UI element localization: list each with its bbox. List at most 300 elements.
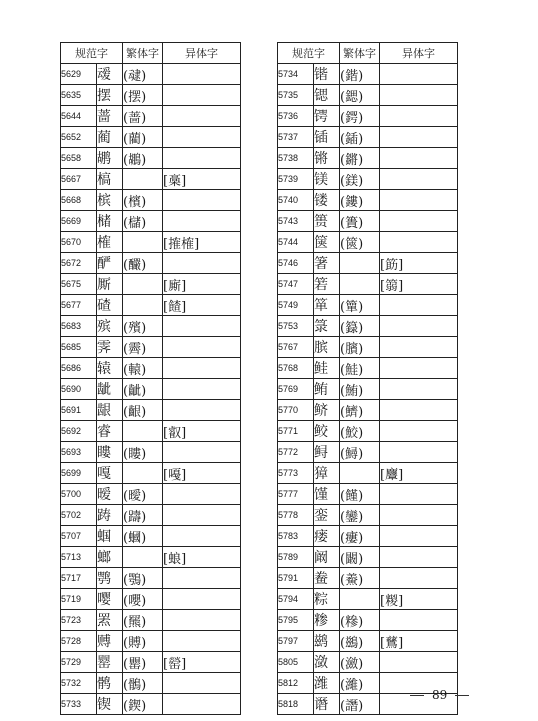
standard-char: 篑 xyxy=(314,211,340,232)
entry-number: 5795 xyxy=(278,610,314,631)
table-row xyxy=(61,400,241,421)
table-row xyxy=(61,652,241,673)
header-standard: 规范字 xyxy=(278,43,340,64)
traditional-char: (鶘) xyxy=(123,148,163,169)
standard-char: 箸 xyxy=(314,253,340,274)
traditional-char xyxy=(340,253,380,274)
table-row xyxy=(278,169,458,190)
standard-char: 嘎 xyxy=(97,463,123,484)
variant-char: [嘠] xyxy=(163,463,241,484)
traditional-char: (鏤) xyxy=(340,190,380,211)
entry-number: 5675 xyxy=(61,274,97,295)
traditional-char: (糝) xyxy=(340,610,380,631)
traditional-char: (蟈) xyxy=(123,526,163,547)
entry-number: 5658 xyxy=(61,148,97,169)
entry-number: 5768 xyxy=(278,358,314,379)
standard-char: 獐 xyxy=(314,463,340,484)
footer-dash-left xyxy=(410,695,424,696)
standard-char: 榷 xyxy=(97,232,123,253)
variant-char xyxy=(163,694,241,715)
entry-number: 5740 xyxy=(278,190,314,211)
variant-char: [篛] xyxy=(380,274,458,295)
variant-char: [糉] xyxy=(380,589,458,610)
standard-char: 酽 xyxy=(97,253,123,274)
standard-char: 蔷 xyxy=(97,106,123,127)
traditional-char: (鱭) xyxy=(340,400,380,421)
traditional-char: (簣) xyxy=(340,211,380,232)
table-row xyxy=(278,148,458,169)
standard-char: 龈 xyxy=(97,400,123,421)
entry-number: 5723 xyxy=(61,610,97,631)
entry-number: 5789 xyxy=(278,547,314,568)
standard-char: 嘤 xyxy=(97,589,123,610)
variant-char xyxy=(163,316,241,337)
traditional-char: (鷀) xyxy=(340,631,380,652)
page-number: 89 xyxy=(432,688,448,702)
table-row xyxy=(61,589,241,610)
table-row xyxy=(61,694,241,715)
traditional-char: (臏) xyxy=(340,337,380,358)
table-row xyxy=(278,274,458,295)
traditional-char xyxy=(340,463,380,484)
variant-char xyxy=(380,547,458,568)
variant-char xyxy=(380,316,458,337)
variant-char xyxy=(380,442,458,463)
variant-char xyxy=(380,169,458,190)
traditional-char: (蔷) xyxy=(123,106,163,127)
standard-char: 箬 xyxy=(314,274,340,295)
table-row xyxy=(278,211,458,232)
table-row xyxy=(278,316,458,337)
entry-number: 5783 xyxy=(278,526,314,547)
entry-number: 5805 xyxy=(278,652,314,673)
traditional-char: (瀲) xyxy=(340,652,380,673)
standard-char: 粽 xyxy=(314,589,340,610)
standard-char: 鲞 xyxy=(314,568,340,589)
table-row xyxy=(61,442,241,463)
traditional-char: (叇) xyxy=(123,64,163,85)
traditional-char xyxy=(340,589,380,610)
entry-number: 5732 xyxy=(61,673,97,694)
table-row xyxy=(61,358,241,379)
table-row xyxy=(278,421,458,442)
left-table-body xyxy=(61,64,241,715)
variant-char: [槀] xyxy=(163,169,241,190)
standard-char: 糁 xyxy=(314,610,340,631)
entry-number: 5777 xyxy=(278,484,314,505)
entry-number: 5635 xyxy=(61,85,97,106)
traditional-char: (鍤) xyxy=(340,127,380,148)
variant-char xyxy=(163,673,241,694)
table-row xyxy=(278,463,458,484)
standard-char: 瘘 xyxy=(314,526,340,547)
standard-char: 蝈 xyxy=(97,526,123,547)
entry-number: 5667 xyxy=(61,169,97,190)
entry-number: 5629 xyxy=(61,64,97,85)
traditional-char: (鮫) xyxy=(340,421,380,442)
entry-number: 5685 xyxy=(61,337,97,358)
right-character-table xyxy=(277,42,458,715)
variant-char xyxy=(380,652,458,673)
standard-char: 锵 xyxy=(314,148,340,169)
standard-char: 锸 xyxy=(314,127,340,148)
header-standard: 规范字 xyxy=(61,43,123,64)
traditional-char xyxy=(123,463,163,484)
variant-char xyxy=(380,421,458,442)
entry-number: 5683 xyxy=(61,316,97,337)
variant-char: [麞] xyxy=(380,463,458,484)
traditional-char xyxy=(123,295,163,316)
variant-char xyxy=(380,568,458,589)
table-row xyxy=(61,568,241,589)
standard-char: 瞜 xyxy=(97,442,123,463)
left-character-table xyxy=(60,42,241,715)
standard-char: 銮 xyxy=(314,505,340,526)
variant-char xyxy=(380,64,458,85)
variant-char xyxy=(380,526,458,547)
entry-number: 5772 xyxy=(278,442,314,463)
traditional-char xyxy=(123,169,163,190)
variant-char xyxy=(380,232,458,253)
table-row xyxy=(61,169,241,190)
traditional-char: (簞) xyxy=(340,295,380,316)
variant-char xyxy=(380,400,458,421)
table-row xyxy=(61,211,241,232)
variant-char xyxy=(163,127,241,148)
traditional-char: (檳) xyxy=(123,190,163,211)
standard-char: 螂 xyxy=(97,547,123,568)
variant-char xyxy=(163,610,241,631)
variant-char: [搉榷] xyxy=(163,232,241,253)
traditional-char: (罌) xyxy=(123,652,163,673)
table-row xyxy=(61,505,241,526)
standard-char: 槠 xyxy=(97,211,123,232)
variant-char: [蜋] xyxy=(163,547,241,568)
standard-char: 锷 xyxy=(314,106,340,127)
traditional-char: (霽) xyxy=(123,337,163,358)
table-header-row xyxy=(61,43,241,64)
traditional-char: (鍶) xyxy=(340,85,380,106)
standard-char: 霁 xyxy=(97,337,123,358)
variant-char xyxy=(163,85,241,106)
variant-char: [筯] xyxy=(380,253,458,274)
traditional-char: (櫧) xyxy=(123,211,163,232)
table-row xyxy=(61,547,241,568)
table-row xyxy=(278,358,458,379)
traditional-char xyxy=(340,274,380,295)
variant-char xyxy=(163,106,241,127)
entry-number: 5735 xyxy=(278,85,314,106)
table-header-row xyxy=(278,43,458,64)
traditional-char: (鶻) xyxy=(123,673,163,694)
entry-number: 5738 xyxy=(278,148,314,169)
table-row xyxy=(61,85,241,106)
table-row xyxy=(278,85,458,106)
table-row xyxy=(61,631,241,652)
standard-char: 箓 xyxy=(314,316,340,337)
traditional-char: (轅) xyxy=(123,358,163,379)
variant-char xyxy=(380,106,458,127)
standard-char: 锶 xyxy=(314,85,340,106)
traditional-char: (饉) xyxy=(340,484,380,505)
table-row xyxy=(61,463,241,484)
traditional-char xyxy=(123,547,163,568)
table-row xyxy=(278,337,458,358)
entry-number: 5734 xyxy=(278,64,314,85)
standard-char: 辕 xyxy=(97,358,123,379)
traditional-char: (躊) xyxy=(123,505,163,526)
standard-char: 箧 xyxy=(314,232,340,253)
traditional-char: (籙) xyxy=(340,316,380,337)
variant-char xyxy=(380,211,458,232)
table-row xyxy=(61,232,241,253)
traditional-char xyxy=(123,232,163,253)
traditional-char: (譖) xyxy=(340,694,380,715)
variant-char xyxy=(380,610,458,631)
table-row xyxy=(278,106,458,127)
standard-char: 暧 xyxy=(97,484,123,505)
entry-number: 5719 xyxy=(61,589,97,610)
table-row xyxy=(61,274,241,295)
traditional-char: (鮪) xyxy=(340,379,380,400)
traditional-char: (鍥) xyxy=(123,694,163,715)
table-row xyxy=(278,631,458,652)
entry-number: 5677 xyxy=(61,295,97,316)
variant-char xyxy=(380,85,458,106)
variant-char xyxy=(380,337,458,358)
variant-char: [鶿] xyxy=(380,631,458,652)
standard-char: 镁 xyxy=(314,169,340,190)
traditional-char xyxy=(123,421,163,442)
table-row xyxy=(278,400,458,421)
entry-number: 5778 xyxy=(278,505,314,526)
standard-char: 蔺 xyxy=(97,127,123,148)
entry-number: 5702 xyxy=(61,505,97,526)
entry-number: 5771 xyxy=(278,421,314,442)
variant-char xyxy=(163,64,241,85)
traditional-char: (鶚) xyxy=(123,568,163,589)
standard-char: 锴 xyxy=(314,64,340,85)
standard-char: 睿 xyxy=(97,421,123,442)
variant-char: [罃] xyxy=(163,652,241,673)
standard-char: 阚 xyxy=(314,547,340,568)
standard-char: 鲑 xyxy=(314,358,340,379)
header-traditional: 繁体字 xyxy=(340,43,380,64)
standard-char: 槁 xyxy=(97,169,123,190)
table-row xyxy=(61,421,241,442)
entry-number: 5728 xyxy=(61,631,97,652)
standard-char: 鲚 xyxy=(314,400,340,421)
entry-number: 5652 xyxy=(61,127,97,148)
traditional-char: (藺) xyxy=(123,127,163,148)
standard-char: 罂 xyxy=(97,652,123,673)
entry-number: 5818 xyxy=(278,694,314,715)
table-row xyxy=(61,295,241,316)
traditional-char: (曖) xyxy=(123,484,163,505)
traditional-char: (篋) xyxy=(340,232,380,253)
entry-number: 5644 xyxy=(61,106,97,127)
variant-char: [餷] xyxy=(163,295,241,316)
traditional-char: (瘻) xyxy=(340,526,380,547)
variant-char xyxy=(163,148,241,169)
variant-char xyxy=(163,253,241,274)
table-row xyxy=(61,526,241,547)
table-row xyxy=(278,190,458,211)
variant-char xyxy=(380,505,458,526)
entry-number: 5690 xyxy=(61,379,97,400)
entry-number: 5791 xyxy=(278,568,314,589)
standard-char: 鹚 xyxy=(314,631,340,652)
variant-char: [廝] xyxy=(163,274,241,295)
traditional-char: (齦) xyxy=(123,400,163,421)
standard-char: 谮 xyxy=(314,694,340,715)
variant-char xyxy=(380,190,458,211)
table-row xyxy=(278,232,458,253)
variant-char: [叡] xyxy=(163,421,241,442)
variant-char xyxy=(163,379,241,400)
standard-char: 厮 xyxy=(97,274,123,295)
standard-char: 叆 xyxy=(97,64,123,85)
entry-number: 5707 xyxy=(61,526,97,547)
traditional-char: (釅) xyxy=(123,253,163,274)
table-row xyxy=(278,484,458,505)
entry-number: 5747 xyxy=(278,274,314,295)
variant-char xyxy=(163,631,241,652)
standard-char: 鲛 xyxy=(314,421,340,442)
entry-number: 5812 xyxy=(278,673,314,694)
standard-char: 潍 xyxy=(314,673,340,694)
table-row xyxy=(61,316,241,337)
traditional-char: (鍔) xyxy=(340,106,380,127)
entry-number: 5753 xyxy=(278,316,314,337)
table-row xyxy=(61,64,241,85)
table-row xyxy=(278,547,458,568)
standard-char: 潋 xyxy=(314,652,340,673)
table-row xyxy=(61,190,241,211)
variant-char xyxy=(380,295,458,316)
standard-char: 镂 xyxy=(314,190,340,211)
variant-char xyxy=(163,337,241,358)
entry-number: 5773 xyxy=(278,463,314,484)
page-footer xyxy=(402,688,477,702)
entry-number: 5668 xyxy=(61,190,97,211)
variant-char xyxy=(380,358,458,379)
entry-number: 5670 xyxy=(61,232,97,253)
header-traditional: 繁体字 xyxy=(123,43,163,64)
variant-char xyxy=(163,358,241,379)
variant-char xyxy=(163,505,241,526)
traditional-char: (濰) xyxy=(340,673,380,694)
traditional-char: (鑾) xyxy=(340,505,380,526)
variant-char xyxy=(163,400,241,421)
traditional-char: (瞜) xyxy=(123,442,163,463)
entry-number: 5713 xyxy=(61,547,97,568)
standard-char: 龇 xyxy=(97,379,123,400)
entry-number: 5743 xyxy=(278,211,314,232)
table-row xyxy=(278,526,458,547)
variant-char xyxy=(380,127,458,148)
traditional-char: (鎂) xyxy=(340,169,380,190)
entry-number: 5797 xyxy=(278,631,314,652)
table-row xyxy=(61,106,241,127)
traditional-char: (鱘) xyxy=(340,442,380,463)
header-variant: 异体字 xyxy=(380,43,458,64)
entry-number: 5672 xyxy=(61,253,97,274)
entry-number: 5737 xyxy=(278,127,314,148)
standard-char: 锲 xyxy=(97,694,123,715)
traditional-char: (嚶) xyxy=(123,589,163,610)
entry-number: 5699 xyxy=(61,463,97,484)
table-row xyxy=(61,337,241,358)
standard-char: 赙 xyxy=(97,631,123,652)
standard-char: 馑 xyxy=(314,484,340,505)
standard-char: 碴 xyxy=(97,295,123,316)
entry-number: 5739 xyxy=(278,169,314,190)
table-row xyxy=(278,568,458,589)
table-row xyxy=(278,505,458,526)
entry-number: 5692 xyxy=(61,421,97,442)
traditional-char: (鍇) xyxy=(340,64,380,85)
entry-number: 5691 xyxy=(61,400,97,421)
standard-char: 鹗 xyxy=(97,568,123,589)
standard-char: 殡 xyxy=(97,316,123,337)
table-row xyxy=(278,652,458,673)
entry-number: 5736 xyxy=(278,106,314,127)
table-row xyxy=(278,589,458,610)
standard-char: 摆 xyxy=(97,85,123,106)
traditional-char: (殯) xyxy=(123,316,163,337)
variant-char xyxy=(380,148,458,169)
variant-char xyxy=(163,526,241,547)
entry-number: 5749 xyxy=(278,295,314,316)
table-row xyxy=(61,253,241,274)
standard-char: 踌 xyxy=(97,505,123,526)
traditional-char: (賻) xyxy=(123,631,163,652)
standard-char: 膑 xyxy=(314,337,340,358)
variant-char xyxy=(163,190,241,211)
table-row xyxy=(61,148,241,169)
traditional-char: (闞) xyxy=(340,547,380,568)
variant-char xyxy=(163,484,241,505)
entry-number: 5744 xyxy=(278,232,314,253)
traditional-char: (羆) xyxy=(123,610,163,631)
variant-char xyxy=(163,442,241,463)
standard-char: 鲟 xyxy=(314,442,340,463)
variant-char xyxy=(163,211,241,232)
table-row xyxy=(61,484,241,505)
variant-char xyxy=(163,589,241,610)
traditional-char: (鯗) xyxy=(340,568,380,589)
table-row xyxy=(278,64,458,85)
table-row xyxy=(278,295,458,316)
table-row xyxy=(278,379,458,400)
table-row xyxy=(278,442,458,463)
entry-number: 5717 xyxy=(61,568,97,589)
right-table-body xyxy=(278,64,458,715)
standard-char: 鲔 xyxy=(314,379,340,400)
variant-char xyxy=(380,484,458,505)
entry-number: 5729 xyxy=(61,652,97,673)
traditional-char: (齜) xyxy=(123,379,163,400)
standard-char: 鹘 xyxy=(97,673,123,694)
entry-number: 5686 xyxy=(61,358,97,379)
entry-number: 5767 xyxy=(278,337,314,358)
footer-dash-right xyxy=(455,695,469,696)
entry-number: 5669 xyxy=(61,211,97,232)
table-row xyxy=(61,673,241,694)
standard-char: 箪 xyxy=(314,295,340,316)
table-row xyxy=(278,610,458,631)
